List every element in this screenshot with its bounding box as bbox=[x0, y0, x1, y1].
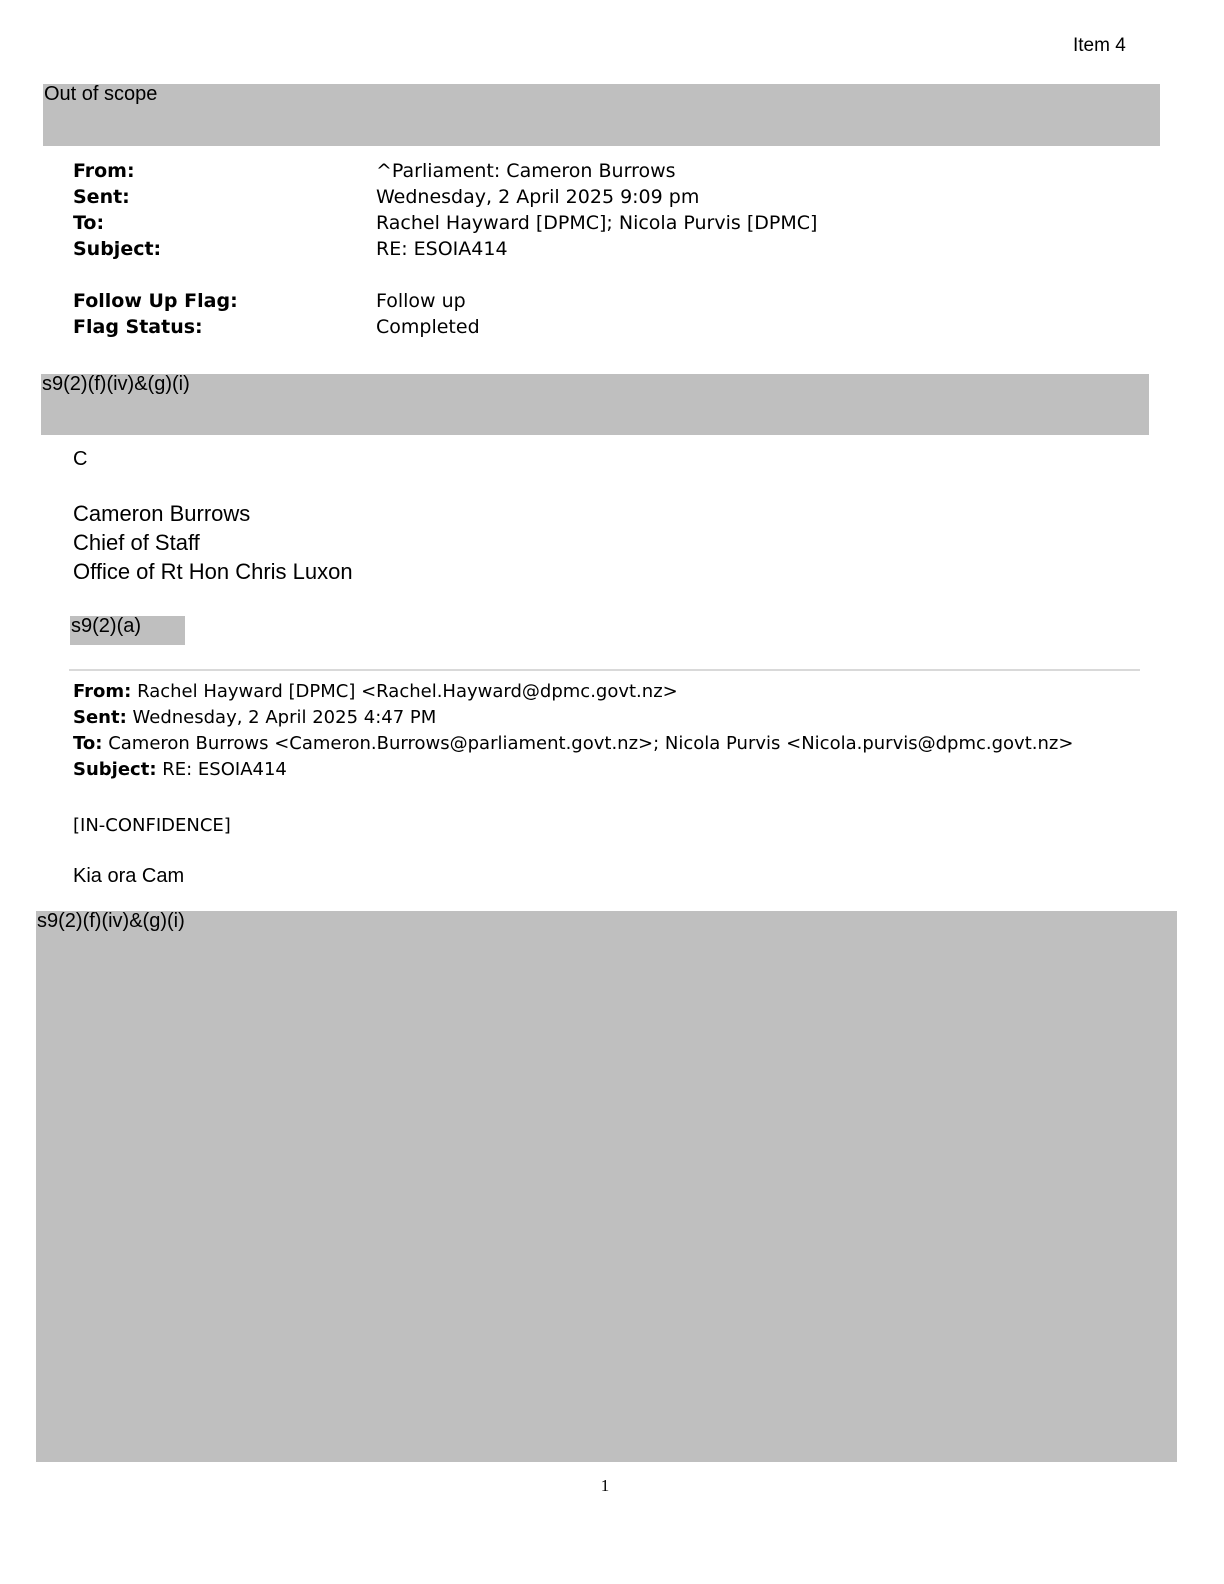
to-value: Rachel Hayward [DPMC]; Nicola Purvis [DPMC] bbox=[376, 212, 818, 234]
redaction-after-flags bbox=[41, 374, 1149, 435]
from-value: ^Parliament: Cameron Burrows bbox=[376, 160, 676, 182]
fwd-subject-row bbox=[73, 757, 287, 784]
subject-value: RE: ESOIA414 bbox=[376, 238, 508, 260]
from-label: From: bbox=[73, 160, 135, 182]
fwd-from-label: From: bbox=[73, 681, 132, 702]
fwd-to-value: Cameron Burrows <Cameron.Burrows@parliament.govt.nz>; Nicola Purvis <Nicola.purvis@dpmc.govt.nz> bbox=[108, 733, 1074, 754]
fwd-from-value: Rachel Hayward [DPMC] <Rachel.Hayward@dpmc.govt.nz> bbox=[137, 681, 678, 702]
signature-office: Office of Rt Hon Chris Luxon bbox=[73, 559, 353, 584]
redaction-label: Out of scope bbox=[44, 83, 158, 105]
fwd-from-row bbox=[73, 679, 678, 706]
header-subject-row bbox=[73, 236, 1173, 262]
redaction-label: s9(2)(f)(iv)&(g)(i) bbox=[37, 910, 185, 932]
item-label: Item 4 bbox=[1073, 35, 1126, 56]
signature-name: Cameron Burrows bbox=[73, 501, 251, 526]
fwd-sent-row bbox=[73, 705, 436, 732]
fwd-subject-value: RE: ESOIA414 bbox=[162, 759, 287, 780]
redaction-label: s9(2)(f)(iv)&(g)(i) bbox=[42, 373, 190, 395]
status-label: Flag Status: bbox=[73, 316, 203, 338]
page-number: 1 bbox=[600, 1476, 610, 1495]
header-from-row bbox=[73, 158, 1173, 184]
flag-value: Follow up bbox=[376, 290, 466, 312]
fwd-to-label: To: bbox=[73, 733, 103, 754]
email-divider bbox=[69, 669, 1140, 671]
signature-block bbox=[73, 499, 353, 586]
message-initial: C bbox=[73, 448, 88, 470]
redaction-label: s9(2)(a) bbox=[71, 615, 142, 637]
signature-title: Chief of Staff bbox=[73, 530, 200, 555]
fwd-sent-label: Sent: bbox=[73, 707, 127, 728]
redaction-after-signature bbox=[70, 616, 185, 645]
sent-value: Wednesday, 2 April 2025 9:09 pm bbox=[376, 186, 700, 208]
fwd-sent-value: Wednesday, 2 April 2025 4:47 PM bbox=[132, 707, 437, 728]
header-status-row bbox=[73, 314, 1173, 340]
to-label: To: bbox=[73, 212, 105, 234]
redaction-top bbox=[43, 84, 1160, 146]
fwd-to-row bbox=[73, 731, 1073, 758]
classification-marking: [IN-CONFIDENCE] bbox=[73, 815, 231, 836]
sent-label: Sent: bbox=[73, 186, 130, 208]
fwd-subject-label: Subject: bbox=[73, 759, 157, 780]
redaction-body bbox=[36, 911, 1177, 1462]
header-sent-row bbox=[73, 184, 1173, 210]
header-flag-row bbox=[73, 288, 1173, 314]
header-to-row bbox=[73, 210, 1173, 236]
greeting: Kia ora Cam bbox=[73, 865, 185, 887]
flag-label: Follow Up Flag: bbox=[73, 290, 238, 312]
subject-label: Subject: bbox=[73, 238, 162, 260]
status-value: Completed bbox=[376, 316, 480, 338]
